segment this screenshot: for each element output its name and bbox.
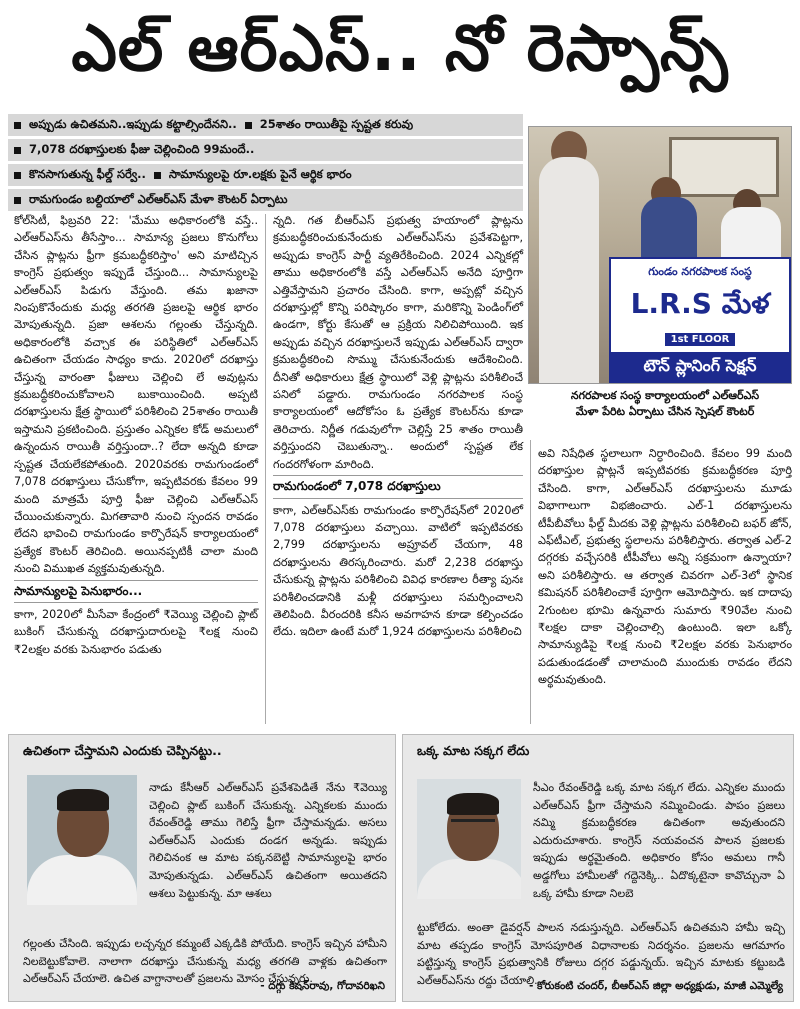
highlight-row xyxy=(8,139,523,161)
quote-text: గల్లంతు చేసింది. ఇప్పుడు లచ్చన్నర కమ్మంటే ఎక్కడికి పోయేది. కాంగ్రెస్ ఇచ్చిన హామీని నిలబెట్టుకోవాలె. నాలాగా దరఖాస్తు చేసుకున్న మధ్య తరగతి వాళ్లకు ఉచితంగా ఎల్ఆర్ఎస్ చేయాలె. ఉచిత వాగ్దానాలతో ప్రజలను మోసం చేస్తున్నరు. xyxy=(23,937,387,986)
headline: ఎల్ ఆర్ఎస్.. నో రెస్పాన్స్ xyxy=(71,11,729,86)
article-column-1 xyxy=(14,212,258,658)
bullet-square-icon xyxy=(14,197,21,204)
caption-line: నగరపాలక సంస్థ కార్యాలయంలో ఎల్ఆర్ఎస్ xyxy=(570,389,760,402)
quote-signature: - కోరుకంటి చందర్, బీఆర్ఎస్ జిల్లా అధ్యక్షుడు, మాజీ ఎమ్మెల్యే xyxy=(528,980,783,992)
bullet-square-icon xyxy=(245,122,252,129)
banner-line: టౌన్ ప్లానింగ్ సెక్షన్ xyxy=(611,352,789,383)
highlight-text: 25శాతం రాయితీపై స్పష్టత కరువు xyxy=(259,116,414,131)
banner-line: 1st FLOOR xyxy=(665,333,736,346)
highlight-row xyxy=(8,164,523,186)
quote-title: ఒక్క మాట సక్కగ లేదు xyxy=(417,743,530,758)
highlight-row xyxy=(8,114,523,136)
highlight-text: అప్పుడు ఉచితమని..ఇప్పుడు కట్టాల్సిందేనని.. xyxy=(29,116,237,131)
quote-title: ఉచితంగా చేస్తామని ఎందుకు చెప్పినట్టు.. xyxy=(23,743,222,758)
column-divider xyxy=(530,440,531,724)
paragraph: కాగా, ఎల్ఆర్ఎస్‌కు రామగుండం కార్పొరేషన్‌లో 2020లో 7,078 దరఖాస్తులు వచ్చాయి. వాటిలో ఇప్పటివరకు 2,799 దరఖాస్తులను అప్రూవల్ చేయగా, 48 దరఖాస్తులను తిరస్కరించారు. మరో 2,238 దరఖాస్తు చేసుకున్న ప్లాట్లను పరిశీలించి వివిధ కారణాల రీత్యా పునః పరిశీలించడానికి మళ్లీ దరఖాస్తులు సమర్పించాలని తెలిపింది. వీరందరికి కనీస అవగాహన కూడా కల్పించడం లేదు. ఇదిలా ఉంటే మరో 1,924 దరఖాస్తులను పరిశీలించి xyxy=(273,503,523,639)
bullet-square-icon xyxy=(14,172,21,179)
highlight-row xyxy=(8,189,523,211)
bullet-square-icon xyxy=(154,172,161,179)
portrait-photo xyxy=(417,779,521,899)
banner-line: గుండం నగరపాలక సంస్థ xyxy=(648,265,752,278)
paragraph: కాగా, 2020లో మీసేవా కేంద్రంలో ₹వెయ్యి చెల్లించి ప్లాట్ బుకింగ్ చేసుకున్న దరఖాస్తుదారులపై ₹లక్ష నుంచి ₹2లక్షల వరకు పెనుభారం పడుతు xyxy=(14,607,258,656)
caption-line: మేళా పేరిట ఏర్పాటు చేసిన స్పెషల్ కౌంటర్ xyxy=(575,405,755,418)
bullet-square-icon xyxy=(14,147,21,154)
quote-box-2 xyxy=(402,734,794,1002)
highlights xyxy=(8,114,523,214)
quote-text: ట్టుకోలేదు. అంతా డైవర్షన్ పాలన నడుస్తున్నది. ఎల్ఆర్ఎస్ ఉచితమని హామీ ఇచ్చి మాట తప్పడం కాంగ్రెస్ మోసపూరిత విధానాలకు నిదర్శనం. ప్రజలను ఆగమాగం పట్టిస్తున్న కాంగ్రెస్ ప్రభుత్వానికి రోజులు దగ్గర పడ్డున్నయ్. ఇచ్చిన మాటకు కట్టుబడి ఎల్ఆర్ఎస్‌ను రద్దు చేయాలి. xyxy=(417,921,785,987)
quote-signature: - దగ్గు కిషన్‌రావు, గోదావరిఖని xyxy=(260,980,385,992)
highlight-text: సామాన్యులపై రూ.లక్షకు పైనే ఆర్థిక భారం xyxy=(168,166,352,181)
quote-text: నాడు కేసీఆర్ ఎల్ఆర్ఎస్ ప్రవేశపెడితే నేను ₹వెయ్యి చెల్లించి ప్లాట్ బుకింగ్ చేసుకున్న. ఎన్నికలకు ముందు రేవంత్‌రెడ్డి తాము గెలిస్తే ఫ్రీగా చేస్తామన్నడు. అసలు ఎల్ఆర్ఎస్ ఎందుకు దండగ అన్నడు. ఇప్పుడు గెలిచినంక ఆ మాట పక్కనబెట్టి సామాన్యులపై భారం మోపుతున్నడు. ఎల్ఆర్ఎస్ ఉచితంగా అయితదని ఆశలు పెట్టుకున్న. మా ఆశలు xyxy=(149,781,387,900)
quote-box-1 xyxy=(8,734,396,1002)
highlight-text: 7,078 దరఖాస్తులకు ఫీజు చెల్లించింది 99మందే.. xyxy=(29,141,255,156)
paragraph: అవి నిషేధిత స్థలాలుగా నిర్ధారించింది. కేవలం 99 మంది దరఖాస్తుల ప్లాట్లనే ఇప్పటివరకు క్రమబద్ధీకరణ పూర్తి చేసింది. కాగా, ఎల్ఆర్ఎస్ దరఖాస్తులను మూడు విభాగాలుగా విభజించారు. ఎల్-1 దరఖాస్తులను టీపీబీవోలు ఫీల్డ్ మీదకు వెళ్లి ప్లాట్లను పరిశీలించి బఫర్ జోన్, ఎఫ్‌టీఎల్, ప్రభుత్వ స్థలాలను పరిశీలిస్తారు. తర్వాత ఎల్-2 దగ్గరకు వచ్చేసరికి టీపీవోలు అన్ని సక్రమంగా ఉన్నాయా? అని పరిశీలిస్తారు. ఆ తర్వాత చివరగా ఎల్-3లో స్థానిక కమిషనర్ పరిశీలించాకే పూర్తిగా ఆమోదిస్తారు. ఇక దాదాపు 2గుంటల భూమి ఉన్నవారు సుమారు ₹90వేల నుంచి ₹లక్షల దాకా చెల్లించాల్సి ఉంటుంది. ఇలా ఒక్కో సామాన్యుడిపై ₹లక్ష నుంచి ₹2లక్షల వరకు పెనుభారం పడుతుండడంతో చాలామంది ముందుకు రావడం లేదని అర్థమవుతుంది. xyxy=(538,447,792,687)
subheading: సామాన్యులపై పెనుభారం... xyxy=(14,580,258,603)
article-column-3 xyxy=(538,445,792,689)
article-column-2 xyxy=(273,212,523,641)
banner-line: L.R.S మేళ xyxy=(630,287,770,320)
photo-caption xyxy=(540,388,790,420)
column-divider xyxy=(265,214,266,724)
highlight-text: కొనసాగుతున్న ఫీల్డ్ సర్వే.. xyxy=(29,166,146,181)
portrait-photo xyxy=(27,775,137,905)
paragraph: కోల్‌సిటీ, ఫిబ్రవరి 22: 'మేము అధికారంలోకి వస్తే.. ఎల్ఆర్ఎస్‌ను తీసేస్తాం... సామాన్య ప్రజలు కొనుగోలు చేసిన ప్లాట్లను ఫ్రీగా క్రమబద్ధీకరిస్తాం' అని మాటిచ్చిన కాంగ్రెస్ ప్రభుత్వం ఇప్పుడే చేస్తుంది... సామాన్యులపై ఎల్ఆర్ఎస్ పిడుగు వేస్తుంది. తమ ఖజానా నింపుకొనేందుకు మధ్య తరగతి ప్రజలపై ఆర్థిక భారం మోపుతున్నది. ప్రజా ఆశలను గల్లంతు చేస్తున్నది. అధికారంలోకి వచ్చాక ఈ పరిస్థితిలో ఎల్ఆర్ఎస్ ఉచితంగా చేయడం సాధ్యం కాదు. 2020లో దరఖాస్తు చేస్తున్న వారంతా ఫీజులు చెల్లించి లే అవుట్లను క్రమబద్ధీకరించుకోవాలని బుకాయించింది. అప్పటి దరఖాస్తులను క్షేత్ర స్థాయిలో పరిశీలించి 25శాతం రాయితీ ఇస్తామని ప్రకటించింది. ప్రస్తుతం ఎన్నికల కోడ్ అమలులో ఉన్నందున రాయితీ వర్తిస్తుందా..? లేదా అన్నది కూడా స్పష్టత చేయలేకపోతుంది. 2020వరకు రామగుండంలో 7,078 దరఖాస్తులు చేసుకోగా, ఇప్పటివరకు కేవలం 99 మంది మాత్రమే పూర్తి ఫీజు చెల్లించి ఎల్ఆర్ఎస్ చేయించుకున్నారు. మిగతావారి నుంచి స్పందన రావడం లేదని భావించి రామగుండం కార్పొరేషన్ కార్యాలయంలో ప్రత్యేక కౌంటర్ తెరిచింది. అయినప్పటికీ చాలా మంది నుంచి విముఖత వ్యక్తమవుతున్నది. xyxy=(14,214,258,576)
quote-text: సీఎం రేవంత్‌రెడ్డి ఒక్క మాట సక్కగ లేదు. ఎన్నికల ముందు ఎల్ఆర్ఎస్ ఫ్రీగా చేస్తామని నమ్మించిండు. పాపం ప్రజలు నమ్మి క్రమబద్ధీకరణ ఉచితంగా అవుతుందని ఎదురుచూశారు. కాంగ్రెస్ నయవంచన పాలన ప్రజలకు ఇప్పుడు అర్థమైతంది. అధికారం కోసం అమలు గానీ అడ్డగోలు హామీలతో గద్దెనెక్కి.. ఏదొక్కటైనా కావొచ్చునా ఏ ఒక్క హామీ కూడా నిలబె xyxy=(533,781,785,900)
counter-photo xyxy=(528,126,792,384)
paragraph: న్నది. గత బీఆర్ఎస్ ప్రభుత్వ హయాంలో ప్లాట్లను క్రమబద్ధీకరించుకునేందుకు ఎల్ఆర్ఎస్‌ను ప్రవేశపెట్టగా, అప్పుడు కాంగ్రెస్ పార్టీ వ్యతిరేకించింది. 2024 ఎన్నికల్లో తాము అధికారంలోకి వస్తే ఎల్ఆర్ఎస్ అనేది పూర్తిగా ఎత్తివేస్తామని ప్రచారం చేసింది. కాగా, అప్పట్లో వచ్చిన దరఖాస్తుల్లో కొన్ని పరిష్కారం కాగా, మరికొన్ని పెండింగ్‌లో ఉండగా, కోర్టు కేసుతో ఆ ప్రక్రియ నిలిచిపోయింది. ఇక అప్పుడు వచ్చిన దరఖాస్తులనే ఇప్పుడు ఎల్ఆర్ఎస్ ద్వారా క్రమబద్ధీకరించి సొమ్ము చేసుకునేందుకు ఆదేశించింది. దీనితో అధికారులు క్షేత్ర స్థాయిలో వెళ్లి ప్లాట్లను పరిశీలించే పనిలో పడ్డారు. రామగుండం నగరపాలక సంస్థ కార్యాలయంలో ఆదోకోసం ఓ ప్రత్యేక కౌంటర్‌ను కూడా తెరిచారు. నిర్ణీత గడువులోగా చెల్లిస్తే 25 శాతం రాయితీ వర్తిస్తుందని చెబుతున్నా.. అందులో స్పష్టత లేక గందరగోళంగా మారింది. xyxy=(273,214,523,471)
bullet-square-icon xyxy=(14,122,21,129)
lrs-mela-banner xyxy=(609,257,791,383)
subheading: రామగుండంలో 7,078 దరఖాస్తులు xyxy=(273,475,523,498)
highlight-text: రామగుండం బల్దియాలో ఎల్ఆర్ఎస్ మేళా కౌంటర్ ఏర్పాటు xyxy=(29,191,288,206)
